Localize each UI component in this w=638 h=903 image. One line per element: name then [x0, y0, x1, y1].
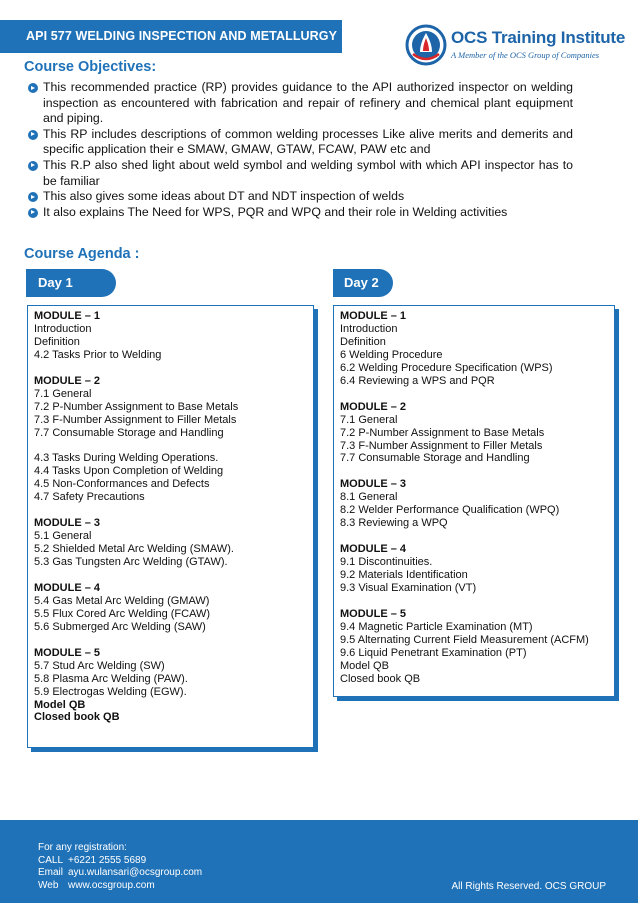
agenda-item: 7.7 Consumable Storage and Handling [34, 426, 224, 439]
spacer [34, 634, 313, 647]
agenda-item: 5.9 Electrogas Welding (EGW). [34, 685, 187, 698]
module-heading: MODULE – 3 [340, 478, 407, 491]
agenda-item: 8.3 Reviewing a WPQ [340, 517, 448, 530]
agenda-item: 9.2 Materials Identification [340, 569, 468, 582]
agenda-item: 5.3 Gas Tungsten Arc Welding (GTAW). [34, 556, 228, 569]
list-item [28, 189, 573, 205]
web-value: www.ocsgroup.com [68, 879, 155, 891]
agenda-item: 7.1 General [34, 387, 92, 400]
agenda-item: Introduction [340, 322, 398, 335]
agenda-item: 4.4 Tasks Upon Completion of Welding [34, 465, 224, 478]
module-heading: MODULE – 2 [34, 374, 101, 387]
day-1-tab: Day 1 [26, 269, 116, 297]
agenda-item: 8.2 Welder Performance Qualification (WPQ) [340, 504, 560, 517]
spacer [34, 569, 313, 582]
agenda-item: 6.4 Reviewing a WPS and PQR [340, 374, 495, 387]
call-label: CALL [38, 854, 64, 866]
agenda-item: 9.6 Liquid Penetrant Examination (PT) [340, 646, 527, 659]
play-circle-icon [28, 83, 38, 93]
agenda-item: 8.1 General [340, 491, 398, 504]
agenda-item: 7.2 P-Number Assignment to Base Metals [34, 400, 239, 413]
agenda-item: 4.5 Non-Conformances and Defects [34, 478, 210, 491]
objective-text: This recommended practice (RP) provides guidance to the API authorized inspector on welding inspection as encountered with fabrication and repair of refinery and chemical plant equipment and piping. [43, 80, 573, 126]
email-value: ayu.wulansari@ocsgroup.com [68, 867, 203, 879]
module-heading: MODULE – 4 [34, 581, 101, 594]
spacer [34, 504, 313, 517]
email-label: Email [38, 867, 64, 879]
web-row [38, 880, 202, 893]
agenda-item: 7.3 F-Number Assignment to Filler Metals [34, 413, 237, 426]
agenda-item: 5.4 Gas Metal Arc Welding (GMAW) [34, 594, 210, 607]
module-heading: MODULE – 1 [34, 310, 101, 322]
agenda-item: 7.1 General [340, 413, 398, 426]
registration-label: For any registration: [38, 842, 127, 853]
agenda-item: 5.5 Flux Cored Arc Welding (FCAW) [34, 607, 211, 620]
agenda-item: 9.4 Magnetic Particle Examination (MT) [340, 620, 533, 633]
list-item [28, 205, 573, 221]
module-heading: MODULE – 2 [340, 400, 407, 413]
module-heading: MODULE – 5 [34, 646, 101, 659]
objective-text: This RP includes descriptions of common welding processes Like alive merits and demerits and specific application their e SMAW, GMAW, GTAW, FCAW, PAW etc and [43, 126, 573, 157]
agenda-item: 5.1 General [34, 530, 92, 543]
agenda-item: 9.1 Discontinuities. [340, 556, 433, 569]
agenda-item: 6.2 Welding Procedure Specification (WPS) [340, 361, 553, 374]
module-heading: Model QB [34, 698, 86, 711]
agenda-item: 7.7 Consumable Storage and Handling [340, 452, 530, 465]
agenda-item: 5.2 Shielded Metal Arc Welding (SMAW). [34, 543, 234, 556]
agenda-heading: Course Agenda : [24, 246, 140, 262]
spacer [340, 465, 614, 478]
ocs-logo [405, 24, 630, 68]
day-1-agenda-box [27, 305, 314, 748]
footer [0, 820, 638, 903]
agenda-item: 9.5 Alternating Current Field Measurement (ACFM) [340, 633, 589, 646]
call-value: +6221 2555 5689 [68, 854, 147, 866]
module-heading: Closed book QB [34, 711, 120, 724]
objective-text: This also gives some ideas about DT and NDT inspection of welds [43, 189, 405, 204]
module-heading: MODULE – 1 [340, 310, 407, 322]
agenda-item: Definition [340, 335, 386, 348]
copyright-text: All Rights Reserved. OCS GROUP [451, 881, 606, 892]
document-title: API 577 WELDING INSPECTION AND METALLURGY [0, 20, 342, 53]
play-circle-icon [28, 208, 38, 218]
play-circle-icon [28, 161, 38, 171]
day-2-agenda-box [333, 305, 615, 697]
agenda-item: 9.3 Visual Examination (VT) [340, 581, 477, 594]
spacer [34, 362, 313, 375]
list-item [28, 158, 573, 189]
agenda-item: 7.2 P-Number Assignment to Base Metals [340, 426, 545, 439]
agenda-item: 4.2 Tasks Prior to Welding [34, 348, 162, 361]
email-row [38, 867, 202, 880]
agenda-item: 7.3 F-Number Assignment to Filler Metals [340, 439, 543, 452]
objectives-list [28, 80, 573, 220]
spacer [340, 595, 614, 608]
objective-text: It also explains The Need for WPS, PQR and WPQ and their role in Welding activities [43, 204, 508, 219]
agenda-item: 5.7 Stud Arc Welding (SW) [34, 659, 165, 672]
agenda-item: Model QB [340, 659, 389, 672]
play-circle-icon [28, 192, 38, 202]
agenda-item: 5.8 Plasma Arc Welding (PAW). [34, 672, 188, 685]
day-2-tab: Day 2 [333, 269, 393, 297]
agenda-item: Closed book QB [340, 672, 421, 685]
agenda-item: Definition [34, 335, 80, 348]
ocs-logo-icon [405, 24, 447, 66]
agenda-item: 5.6 Submerged Arc Welding (SAW) [34, 620, 206, 633]
spacer [340, 530, 614, 543]
agenda-item: 4.7 Safety Precautions [34, 491, 145, 504]
logo-name: OCS Training Institute [451, 28, 626, 47]
list-item [28, 80, 573, 127]
module-heading: MODULE – 5 [340, 607, 407, 620]
agenda-item: 4.3 Tasks During Welding Operations. [34, 452, 219, 465]
contact-info [38, 842, 202, 892]
logo-tagline: A Member of the OCS Group of Companies [451, 50, 600, 60]
list-item [28, 127, 573, 158]
spacer [34, 440, 313, 453]
objective-text: This R.P also shed light about weld symbol and welding symbol with which API inspector has to be familiar [43, 157, 573, 188]
agenda-item: Introduction [34, 322, 92, 335]
agenda-item: 6 Welding Procedure [340, 348, 443, 361]
call-row [38, 855, 202, 868]
objectives-heading: Course Objectives: [24, 59, 157, 75]
spacer [340, 388, 614, 401]
web-label: Web [38, 879, 59, 891]
module-heading: MODULE – 3 [34, 517, 101, 530]
module-heading: MODULE – 4 [340, 543, 407, 556]
play-circle-icon [28, 130, 38, 140]
